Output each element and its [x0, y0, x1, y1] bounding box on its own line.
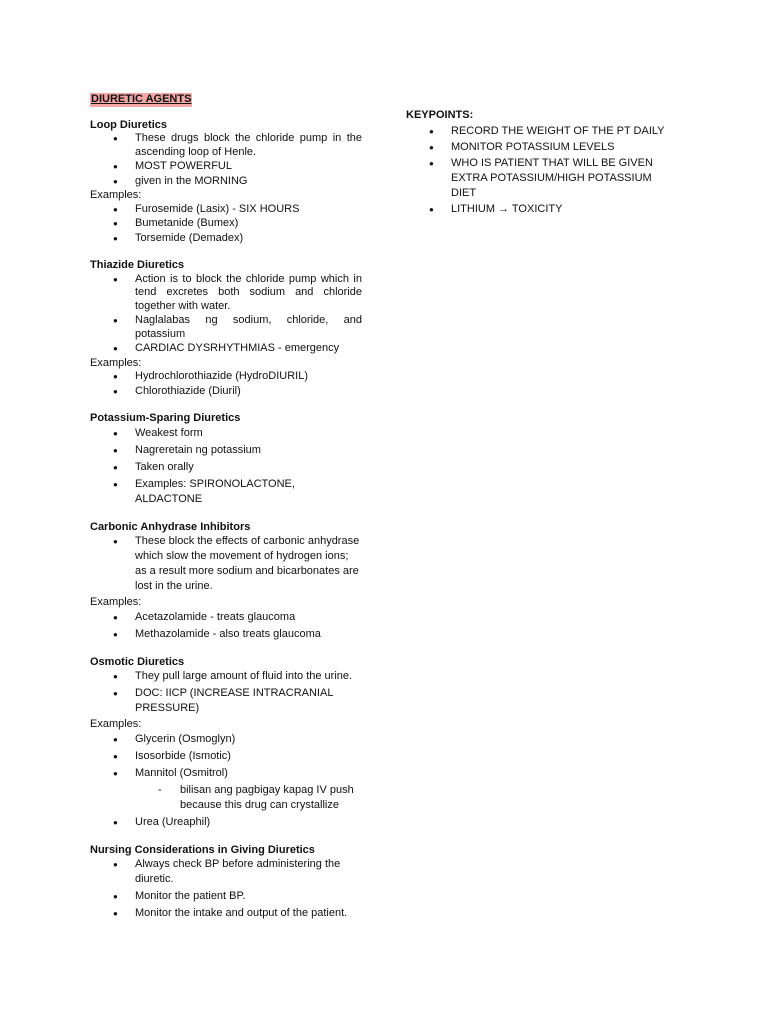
- list-item: ● Taken orally: [90, 460, 362, 475]
- section-potassium-sparing: [90, 412, 362, 507]
- list-item: ● Acetazolamide - treats glaucoma: [90, 610, 362, 625]
- list-item: ● Weakest form: [90, 426, 362, 441]
- keypoint-item: ● LITHIUM → TOXICITY: [406, 202, 686, 217]
- sub-list-item: - bilisan ang pagbigay kapag IV push because this drug can crystallize: [135, 783, 362, 813]
- list-item: ● These block the effects of carbonic anhydrase which slow the movement of hydrogen ions; as a result more sodium and bicarbonates are lost in the urine.: [90, 534, 362, 594]
- list-item: ● Monitor the intake and output of the patient.: [90, 906, 362, 921]
- keypoints-heading: KEYPOINTS:: [406, 109, 474, 121]
- examples-label: Examples:: [90, 596, 142, 608]
- keypoint-item: ● RECORD THE WEIGHT OF THE PT DAILY: [406, 124, 686, 139]
- list-item: ● Furosemide (Lasix) - SIX HOURS: [90, 203, 362, 217]
- section-thiazide-diuretics: [90, 259, 362, 398]
- section-osmotic-diuretics: [90, 656, 362, 830]
- left-column: [90, 93, 362, 935]
- section-heading: Loop Diuretics: [90, 118, 168, 131]
- list-item: ● Always check BP before administering the diuretic.: [90, 857, 362, 887]
- page-title: DIURETIC AGENTS: [91, 93, 192, 105]
- list-item-label: Mannitol (Osmitrol): [135, 766, 228, 779]
- examples-label: Examples:: [90, 189, 142, 201]
- examples-label: Examples:: [90, 356, 142, 369]
- list-item: ● given in the MORNING: [90, 175, 362, 189]
- keypoint-item: ● WHO IS PATIENT THAT WILL BE GIVEN EXTRA POTASSIUM/HIGH POTASSIUM DIET: [406, 156, 686, 201]
- section-heading: Thiazide Diuretics: [90, 259, 185, 271]
- section-loop-diuretics: [90, 119, 362, 246]
- right-column: [406, 109, 686, 218]
- section-heading: Nursing Considerations in Giving Diuretics: [90, 843, 315, 856]
- list-item: ● CARDIAC DYSRHYTHMIAS - emergency: [90, 342, 362, 356]
- list-item: ● Glycerin (Osmoglyn): [90, 732, 362, 747]
- list-item: ● Urea (Ureaphil): [90, 815, 362, 830]
- section-heading: Potassium-Sparing Diuretics: [90, 412, 241, 424]
- list-item: ● Chlorothiazide (Diuril): [90, 385, 362, 399]
- examples-label: Examples:: [90, 718, 142, 730]
- list-item: ● DOC: IICP (INCREASE INTRACRANIAL PRESSURE): [90, 686, 362, 716]
- list-item: ● Bumetanide (Bumex): [90, 217, 362, 231]
- list-item: ● Torsemide (Demadex): [90, 232, 362, 246]
- section-heading: Osmotic Diuretics: [90, 655, 185, 668]
- list-item: ● Naglalabas ng sodium, chloride, and potassium: [90, 314, 362, 341]
- list-item: ● Examples: SPIRONOLACTONE, ALDACTONE: [90, 477, 362, 507]
- keypoint-item: ● MONITOR POTASSIUM LEVELS: [406, 140, 686, 155]
- list-item: ● They pull large amount of fluid into the urine.: [90, 669, 362, 684]
- list-item: [90, 766, 362, 813]
- section-nursing-considerations: [90, 844, 362, 922]
- list-item: ● Isosorbide (Ismotic): [90, 749, 362, 764]
- list-item: ● Action is to block the chloride pump which in tend excretes both sodium and chloride together with water.: [90, 273, 362, 314]
- list-item: ● MOST POWERFUL: [90, 160, 362, 174]
- list-item: ● Methazolamide - also treats glaucoma: [90, 627, 362, 642]
- list-item: ● Hydrochlorothiazide (HydroDIURIL): [90, 370, 362, 384]
- list-item: ● Monitor the patient BP.: [90, 889, 362, 904]
- list-item: ● Nagreretain ng potassium: [90, 443, 362, 458]
- section-carbonic-anhydrase: [90, 521, 362, 642]
- section-heading: Carbonic Anhydrase Inhibitors: [90, 520, 251, 533]
- list-item: ● These drugs block the chloride pump in the ascending loop of Henle.: [90, 132, 362, 159]
